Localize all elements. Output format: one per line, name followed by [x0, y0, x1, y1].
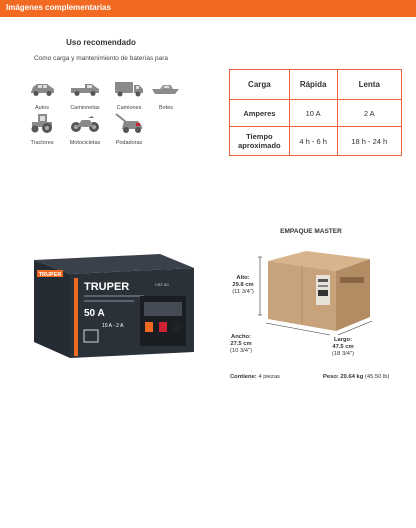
alto-cm: 29.8 cm [232, 282, 254, 288]
vehicle-label-podadoras: Podadoras [115, 140, 143, 146]
dimension-largo [328, 337, 358, 358]
rating-text: 10 A - 2 A [102, 323, 124, 329]
table-cell-label [230, 127, 290, 156]
charge-spec-table [229, 69, 402, 156]
vehicle-motocicletas [63, 112, 107, 148]
uso-title: Uso recomendado [66, 38, 136, 47]
table-header-lenta: Lenta [337, 70, 401, 100]
motorcycle-icon [70, 112, 100, 134]
product-brand-text: TRUPER [84, 281, 130, 293]
car-icon [28, 80, 56, 98]
peso-value: 20.64 kg [340, 374, 364, 380]
vehicle-podadoras [107, 112, 151, 148]
truck-icon [113, 80, 145, 98]
table-cell-label-line1: Tiempo [246, 132, 273, 141]
vehicle-label-botes: Botes [158, 105, 174, 111]
contiene-info [230, 374, 280, 380]
header-bar [0, 0, 416, 17]
model-text: CBT-50 [155, 282, 169, 287]
amperage-text: 50 A [84, 308, 105, 319]
table-cell-label: Amperes [230, 100, 290, 127]
largo-label: Largo: [333, 337, 353, 343]
table-cell-rapida: 4 h - 6 h [289, 127, 337, 156]
contiene-label: Contiene: [230, 374, 257, 380]
dimension-alto [228, 275, 258, 296]
table-cell-rapida: 10 A [289, 100, 337, 127]
alto-label: Alto: [236, 275, 250, 281]
uso-subtitle: Como carga y mantenimiento de baterías para [33, 55, 169, 62]
table-cell-lenta: 2 A [337, 100, 401, 127]
table-header-rapida: Rápida [289, 70, 337, 100]
table-row [230, 100, 402, 127]
vehicle-label-camionetas: Camionetas [70, 105, 100, 111]
table-cell-label-line2: aproximado [238, 141, 281, 150]
table-row [230, 127, 402, 156]
boat-icon [150, 80, 182, 98]
dimension-ancho [225, 334, 257, 355]
contiene-value: 4 piezas [258, 374, 280, 380]
vehicle-label-motocicletas: Motocicletas [69, 140, 101, 146]
vehicle-autos [20, 80, 64, 116]
vehicle-label-camiones: Camiones [116, 105, 142, 111]
side-brand-text: TRUPER [38, 272, 62, 278]
peso-label: Peso: [323, 374, 339, 380]
ancho-cm: 27.5 cm [230, 341, 252, 347]
header-title: Imágenes complementarias [6, 3, 111, 12]
tractor-icon [28, 112, 56, 134]
vehicle-camionetas [63, 80, 107, 116]
pickup-truck-icon [69, 80, 101, 98]
peso-info [323, 374, 389, 380]
table-header-carga: Carga [230, 70, 290, 100]
vehicle-botes [144, 80, 188, 116]
largo-cm: 47.5 cm [332, 344, 354, 350]
ancho-label: Ancho: [231, 334, 251, 340]
vehicle-tractores [20, 112, 64, 148]
table-cell-lenta: 18 h - 24 h [337, 127, 401, 156]
largo-in: (18 3/4") [331, 351, 355, 357]
product-box-image [30, 250, 198, 362]
vehicle-label-tractores: Tractores [30, 140, 54, 146]
ancho-in: (10 3/4") [229, 348, 253, 354]
lawn-mower-icon [114, 112, 144, 134]
table-header-row [230, 70, 402, 100]
alto-in: (11 3/4") [232, 289, 254, 295]
empaque-title: EMPAQUE MASTER [280, 228, 342, 235]
peso-lb: (45.50 lb) [364, 374, 390, 380]
vehicle-label-autos: Autos [34, 105, 50, 111]
